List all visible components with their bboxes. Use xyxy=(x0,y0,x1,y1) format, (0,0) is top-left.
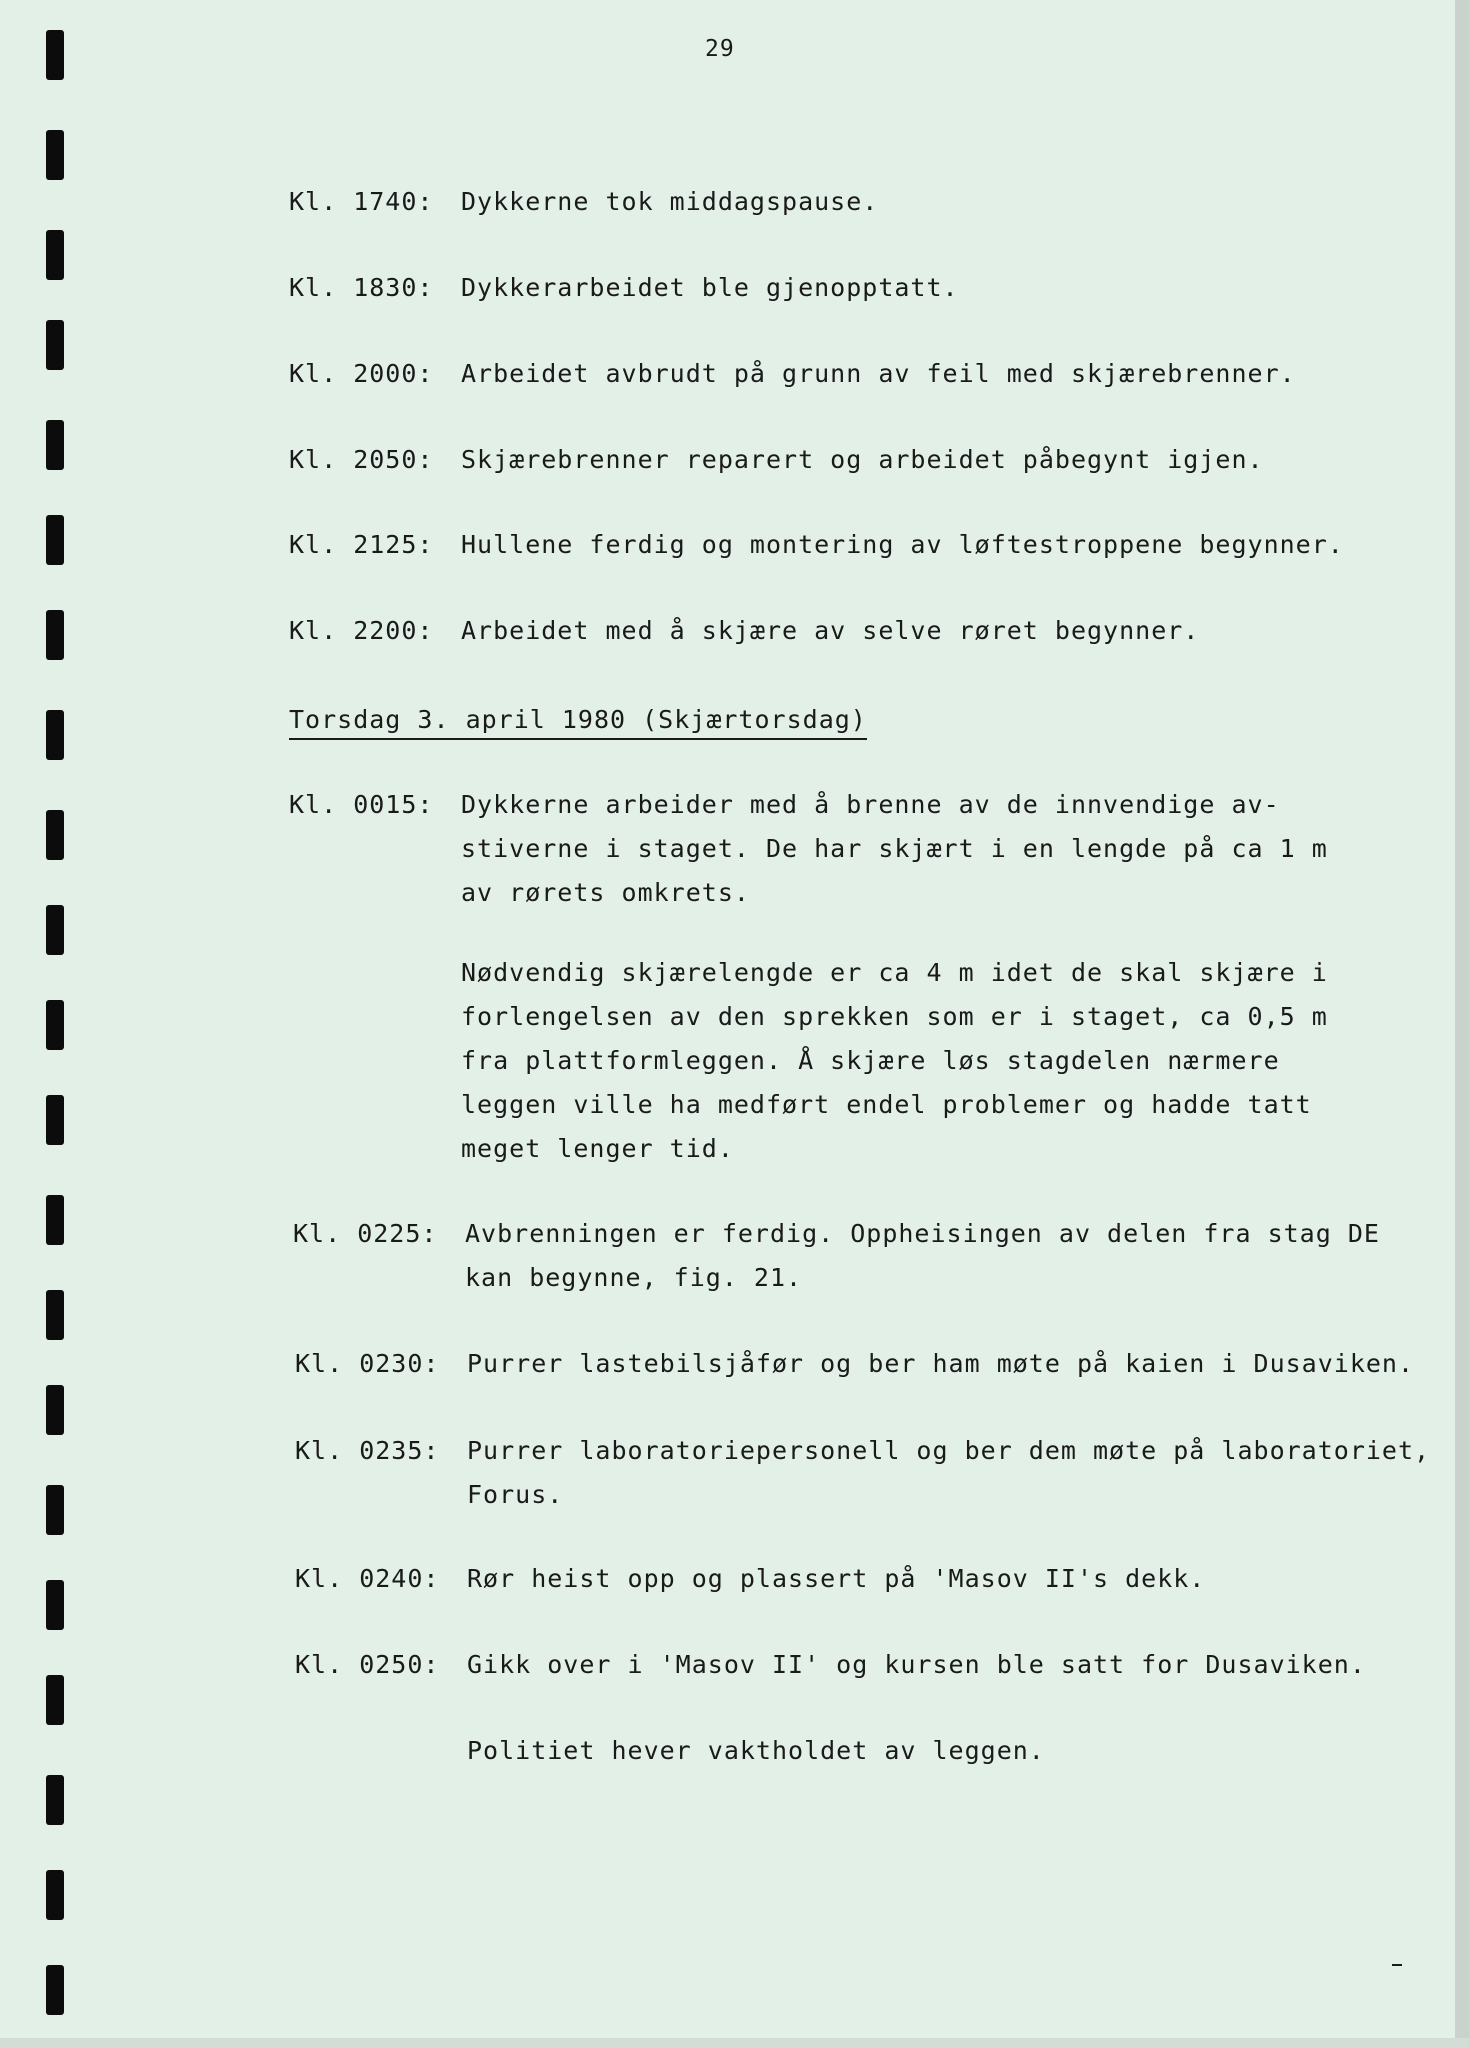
entry-text xyxy=(467,1429,1431,1517)
entry-text xyxy=(461,352,1341,396)
entry-time: Kl. 2125: xyxy=(289,530,434,559)
page-edge-bottom xyxy=(0,2038,1469,2048)
binding-hole xyxy=(46,810,64,860)
binding-hole xyxy=(46,1485,64,1535)
binding-hole xyxy=(46,1580,64,1630)
entry-time: Kl. 0230: xyxy=(295,1349,440,1378)
entry-line: Rør heist opp og plassert på 'Masov II's dekk. xyxy=(467,1564,1206,1593)
entry-line: Dykkerne tok middagspause. xyxy=(461,187,879,216)
margin-mark xyxy=(1392,1964,1402,1966)
section-heading: Torsdag 3. april 1980 (Skjærtorsdag) xyxy=(289,698,867,740)
entry-line: Forus. xyxy=(467,1480,564,1509)
entry-line: Skjærebrenner reparert og arbeidet påbegynt igjen. xyxy=(461,445,1264,474)
entry-line: Arbeidet med å skjære av selve røret begynner. xyxy=(461,616,1200,645)
entry-time: Kl. 0250: xyxy=(295,1650,440,1679)
page-edge-right xyxy=(1455,0,1469,2048)
binding-hole xyxy=(46,905,64,955)
paragraph-line: meget lenger tid. xyxy=(461,1134,734,1163)
entry-text xyxy=(461,438,1341,482)
paragraph-line: fra plattformleggen. Å skjære løs stagdelen nærmere xyxy=(461,1046,1280,1075)
entry-line: av rørets omkrets. xyxy=(461,878,750,907)
binding-hole xyxy=(46,420,64,470)
binding-hole xyxy=(46,515,64,565)
binding-hole xyxy=(46,1000,64,1050)
entry-line: kan begynne, fig. 21. xyxy=(465,1263,803,1292)
entry-line: Gikk over i 'Masov II' og kursen ble satt for Dusaviken. xyxy=(467,1650,1366,1679)
entry-text xyxy=(461,609,1341,653)
entry-line: Purrer lastebilsjåfør og ber ham møte på kaien i Dusaviken. xyxy=(467,1349,1415,1378)
binding-hole xyxy=(46,1965,64,2015)
binding-hole xyxy=(46,1775,64,1825)
entry-paragraph xyxy=(461,951,1328,1171)
entry-line: Dykkerne arbeider med å brenne av de innvendige av- xyxy=(461,790,1280,819)
binding-hole xyxy=(46,610,64,660)
entry-text xyxy=(461,523,1344,567)
entry-time: Kl. 2000: xyxy=(289,359,434,388)
entry-time: Kl. 1740: xyxy=(289,187,434,216)
binding-hole xyxy=(46,320,64,370)
binding-hole xyxy=(46,30,64,80)
entry-line: Purrer laboratoriepersonell og ber dem møte på laboratoriet, xyxy=(467,1436,1431,1465)
binding-holes xyxy=(46,30,66,2030)
binding-hole xyxy=(46,1870,64,1920)
entry-time: Kl. 2200: xyxy=(289,616,434,645)
binding-hole xyxy=(46,1290,64,1340)
entry-line: Dykkerarbeidet ble gjenopptatt. xyxy=(461,273,959,302)
entry-line: Hullene ferdig og montering av løftestroppene begynner. xyxy=(461,530,1344,559)
paragraph-line: forlengelsen av den sprekken som er i staget, ca 0,5 m xyxy=(461,1002,1328,1031)
entry-line: Arbeidet avbrudt på grunn av feil med skjærebrenner. xyxy=(461,359,1296,388)
binding-hole xyxy=(46,1095,64,1145)
entry-text xyxy=(461,266,1341,310)
entry-text xyxy=(467,1643,1366,1687)
entry-text xyxy=(461,783,1341,915)
entry-time: Kl. 0240: xyxy=(295,1564,440,1593)
entry-time: Kl. 0015: xyxy=(289,790,434,819)
entry-time: Kl. 1830: xyxy=(289,273,434,302)
entry-time: Kl. 0235: xyxy=(295,1436,440,1465)
paragraph-line: Nødvendig skjærelengde er ca 4 m idet de skal skjære i xyxy=(461,958,1328,987)
paragraph-line: leggen ville ha medført endel problemer og hadde tatt xyxy=(461,1090,1312,1119)
binding-hole xyxy=(46,130,64,180)
entry-time: Kl. 2050: xyxy=(289,445,434,474)
entry-paragraph xyxy=(467,1729,1045,1773)
entry-line: Avbrenningen er ferdig. Oppheisingen av delen fra stag DE xyxy=(465,1219,1380,1248)
entry-text xyxy=(467,1557,1347,1601)
entry-time: Kl. 0225: xyxy=(293,1219,438,1248)
binding-hole xyxy=(46,710,64,760)
binding-hole xyxy=(46,230,64,280)
paragraph-line: Politiet hever vaktholdet av leggen. xyxy=(467,1736,1045,1765)
page-number: 29 xyxy=(705,36,735,62)
entry-line: stiverne i staget. De har skjært i en lengde på ca 1 m xyxy=(461,834,1328,863)
binding-hole xyxy=(46,1385,64,1435)
entry-text xyxy=(461,180,1341,224)
binding-hole xyxy=(46,1195,64,1245)
binding-hole xyxy=(46,1675,64,1725)
entry-text xyxy=(465,1212,1380,1300)
entry-text xyxy=(467,1342,1415,1386)
